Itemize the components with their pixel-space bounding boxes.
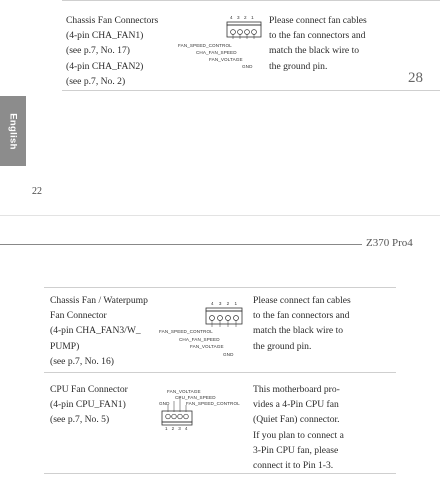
label-gnd: GND	[159, 401, 170, 406]
label-fan-speed-control: FAN_SPEED_CONTROL	[159, 329, 213, 334]
corner-page-number: 28	[408, 70, 423, 86]
title-line: Fan Connector	[50, 310, 107, 322]
desc-line: This motherboard pro-	[253, 384, 340, 395]
label-fan-voltage: FAN_VOLTAGE	[209, 57, 243, 62]
title-line: (see p.7, No. 5)	[50, 414, 110, 426]
desc-line: connect it to Pin 1-3.	[253, 460, 334, 472]
page-number: 22	[32, 186, 42, 197]
header-rule	[0, 244, 362, 245]
fan-connector-diagram	[172, 13, 272, 75]
pin-numbers: 4 3 2 1	[230, 15, 256, 20]
top-divider-1	[62, 0, 440, 1]
bottom-page	[0, 225, 440, 480]
desc-line: to the fan connectors and	[269, 30, 366, 42]
waterpump-title	[50, 293, 148, 369]
top-page	[0, 0, 440, 225]
title-line: (4-pin CHA_FAN3/W_	[50, 325, 141, 337]
label-cpu-fan-speed: CPU_FAN_SPEED	[175, 395, 216, 400]
desc-line: match the black wire to	[253, 325, 344, 337]
label-fan-speed-control: FAN_SPEED_CONTROL	[178, 43, 232, 48]
title-line: CPU Fan Connector	[50, 384, 128, 395]
label-cha-fan-speed: CHA_FAN_SPEED	[179, 337, 220, 342]
title-line: PUMP)	[50, 340, 80, 352]
desc-line: 3-Pin CPU fan, please	[253, 444, 339, 456]
title-line: (4-pin CHA_FAN1)	[66, 30, 144, 42]
chassis-fan-title	[66, 13, 158, 89]
desc-line: the ground pin.	[269, 60, 328, 72]
label-gnd: GND	[223, 352, 234, 357]
header-model: Z370 Pro4	[366, 237, 413, 249]
title-line: (see p.7, No. 16)	[50, 355, 114, 367]
pin-numbers: 1 2 3 4	[165, 426, 189, 431]
bottom-divider-2	[44, 372, 396, 373]
label-fan-speed-control: FAN_SPEED_CONTROL	[186, 401, 240, 406]
desc-line: (Quiet Fan) connector.	[253, 414, 340, 426]
label-fan-voltage: FAN_VOLTAGE	[167, 389, 201, 394]
top-divider-2	[62, 90, 440, 91]
connector-outline	[159, 392, 199, 428]
desc-line: to the fan connectors and	[253, 310, 350, 322]
page-bottom-rule	[0, 215, 440, 216]
label-gnd: GND	[242, 64, 253, 69]
title-line: (4-pin CHA_FAN2)	[66, 60, 144, 72]
connector-outline	[224, 21, 266, 39]
label-fan-voltage: FAN_VOLTAGE	[190, 344, 224, 349]
bottom-divider-1	[44, 287, 396, 288]
desc-line: Please connect fan cables	[253, 295, 351, 306]
waterpump-desc	[253, 293, 351, 354]
bottom-divider-3	[44, 473, 396, 474]
title-line: Chassis Fan / Waterpump	[50, 295, 148, 306]
title-line: (see p.7, No. 2)	[66, 75, 126, 87]
cpu-fan-connector-diagram	[157, 388, 252, 440]
desc-line: the ground pin.	[253, 340, 312, 352]
side-language-tab	[0, 96, 26, 166]
side-tab-label: English	[7, 112, 19, 150]
cpu-fan-title	[50, 382, 128, 428]
cpu-fan-desc	[253, 382, 344, 473]
chassis-fan-desc	[269, 13, 367, 74]
desc-line: match the black wire to	[269, 45, 360, 57]
title-line: (see p.7, No. 17)	[66, 45, 130, 57]
pin-numbers: 4 3 2 1	[211, 301, 240, 306]
connector-outline	[203, 307, 247, 327]
desc-line: vides a 4-Pin CPU fan	[253, 399, 339, 411]
title-line: (4-pin CPU_FAN1)	[50, 399, 126, 411]
label-cha-fan-speed: CHA_FAN_SPEED	[196, 50, 237, 55]
title-line: Chassis Fan Connectors	[66, 15, 159, 26]
waterpump-connector-diagram	[157, 298, 257, 362]
desc-line: If you plan to connect a	[253, 429, 344, 441]
desc-line: Please connect fan cables	[269, 15, 367, 26]
